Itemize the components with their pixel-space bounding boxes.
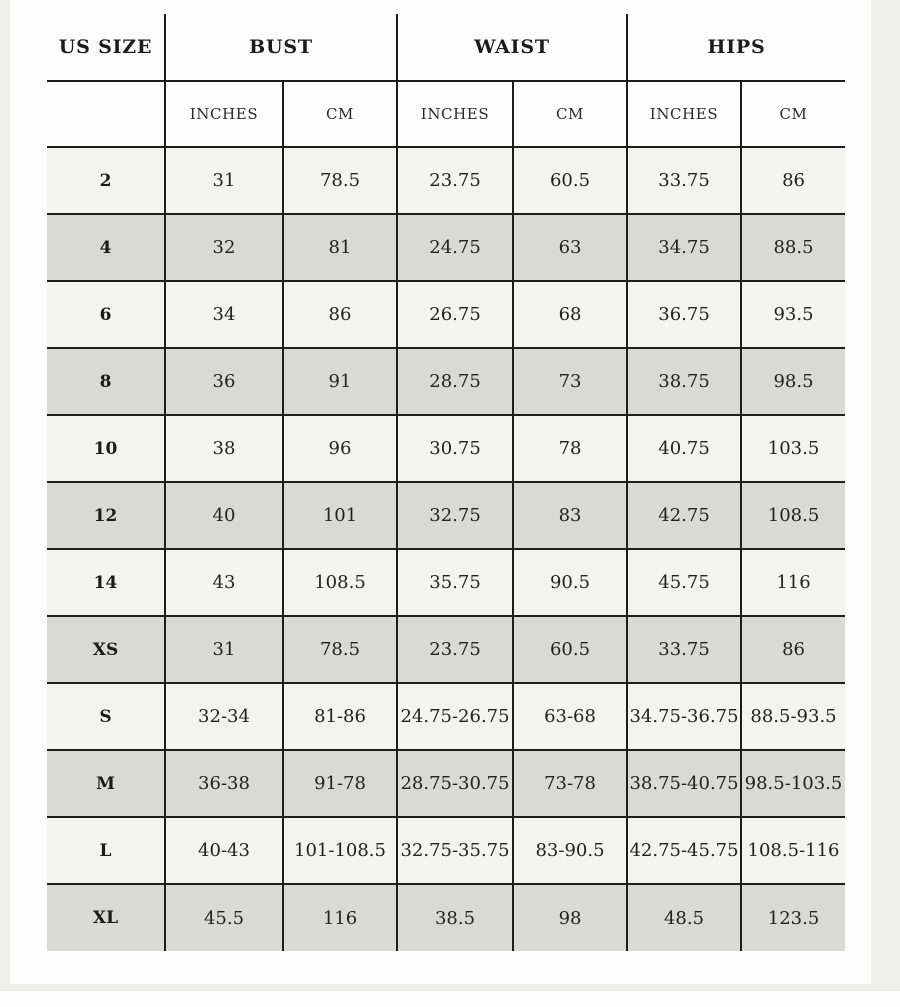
measure-cell-waist-in: 32.75	[397, 482, 513, 549]
measure-cell-waist-in: 30.75	[397, 415, 513, 482]
measure-cell-waist-in: 24.75-26.75	[397, 683, 513, 750]
measure-cell-waist-cm: 83	[513, 482, 627, 549]
measure-cell-waist-cm: 78	[513, 415, 627, 482]
size-label-cell: M	[47, 750, 165, 817]
measure-cell-bust-in: 34	[165, 281, 283, 348]
group-header-waist: WAIST	[397, 14, 627, 81]
measure-cell-hips-cm: 103.5	[741, 415, 845, 482]
measure-cell-hips-in: 36.75	[627, 281, 741, 348]
table-row-size-12	[47, 482, 845, 549]
measure-cell-waist-in: 28.75-30.75	[397, 750, 513, 817]
measure-cell-bust-cm: 96	[283, 415, 397, 482]
table-row-size-4	[47, 214, 845, 281]
measure-cell-bust-in: 32	[165, 214, 283, 281]
table-row-size-xs	[47, 616, 845, 683]
measure-cell-bust-in: 40-43	[165, 817, 283, 884]
measure-cell-hips-in: 42.75-45.75	[627, 817, 741, 884]
measure-cell-waist-in: 23.75	[397, 147, 513, 214]
measure-cell-waist-cm: 63	[513, 214, 627, 281]
measure-cell-waist-cm: 63-68	[513, 683, 627, 750]
size-label-cell: L	[47, 817, 165, 884]
table-row-size-l	[47, 817, 845, 884]
measure-cell-hips-cm: 93.5	[741, 281, 845, 348]
size-label-cell: 4	[47, 214, 165, 281]
measure-cell-bust-cm: 86	[283, 281, 397, 348]
size-label-cell: 8	[47, 348, 165, 415]
measure-cell-hips-cm: 108.5	[741, 482, 845, 549]
measure-cell-hips-cm: 86	[741, 616, 845, 683]
size-label-cell: 2	[47, 147, 165, 214]
measure-cell-bust-cm: 91	[283, 348, 397, 415]
measure-cell-hips-cm: 88.5-93.5	[741, 683, 845, 750]
size-label-cell: 12	[47, 482, 165, 549]
measure-cell-bust-in: 45.5	[165, 884, 283, 951]
measure-cell-bust-cm: 108.5	[283, 549, 397, 616]
table-row-size-14	[47, 549, 845, 616]
measure-cell-bust-in: 31	[165, 147, 283, 214]
measure-cell-waist-cm: 90.5	[513, 549, 627, 616]
table-row-size-8	[47, 348, 845, 415]
measure-cell-hips-cm: 108.5-116	[741, 817, 845, 884]
measure-cell-bust-in: 36	[165, 348, 283, 415]
measure-cell-bust-in: 31	[165, 616, 283, 683]
size-label-cell: XS	[47, 616, 165, 683]
measure-cell-waist-cm: 98	[513, 884, 627, 951]
measure-cell-bust-cm: 116	[283, 884, 397, 951]
subheader-cm-2: CM	[283, 81, 397, 147]
measure-cell-hips-in: 38.75	[627, 348, 741, 415]
measure-cell-waist-in: 26.75	[397, 281, 513, 348]
footer-strip	[0, 991, 900, 1007]
measure-cell-waist-cm: 73	[513, 348, 627, 415]
group-header-row	[47, 14, 845, 81]
subheader-inches-5: INCHES	[627, 81, 741, 147]
measure-cell-waist-in: 24.75	[397, 214, 513, 281]
measure-cell-waist-in: 38.5	[397, 884, 513, 951]
measure-cell-bust-cm: 81	[283, 214, 397, 281]
measure-cell-bust-cm: 101-108.5	[283, 817, 397, 884]
measure-cell-waist-in: 35.75	[397, 549, 513, 616]
measure-cell-hips-in: 38.75-40.75	[627, 750, 741, 817]
measure-cell-hips-cm: 98.5	[741, 348, 845, 415]
subheader-inches-3: INCHES	[397, 81, 513, 147]
measure-cell-hips-in: 48.5	[627, 884, 741, 951]
table-row-size-m	[47, 750, 845, 817]
measure-cell-bust-in: 38	[165, 415, 283, 482]
subheader-empty	[47, 81, 165, 147]
measure-cell-hips-in: 33.75	[627, 616, 741, 683]
group-header-bust: BUST	[165, 14, 397, 81]
measure-cell-bust-cm: 78.5	[283, 147, 397, 214]
measure-cell-waist-cm: 68	[513, 281, 627, 348]
measure-cell-hips-cm: 116	[741, 549, 845, 616]
measure-cell-waist-cm: 60.5	[513, 616, 627, 683]
size-label-cell: 14	[47, 549, 165, 616]
measure-cell-waist-cm: 60.5	[513, 147, 627, 214]
table-row-size-xl	[47, 884, 845, 951]
table-row-size-10	[47, 415, 845, 482]
size-chart-header	[47, 14, 845, 147]
measure-cell-hips-cm: 98.5-103.5	[741, 750, 845, 817]
table-row-size-2	[47, 147, 845, 214]
measure-cell-hips-cm: 123.5	[741, 884, 845, 951]
group-header-hips: HIPS	[627, 14, 845, 81]
measure-cell-waist-cm: 83-90.5	[513, 817, 627, 884]
size-chart-card	[10, 0, 871, 984]
measure-cell-bust-cm: 78.5	[283, 616, 397, 683]
measure-cell-hips-in: 33.75	[627, 147, 741, 214]
subheader-row	[47, 81, 845, 147]
measure-cell-bust-in: 32-34	[165, 683, 283, 750]
measure-cell-waist-in: 23.75	[397, 616, 513, 683]
table-row-size-s	[47, 683, 845, 750]
measure-cell-hips-in: 40.75	[627, 415, 741, 482]
measure-cell-waist-in: 28.75	[397, 348, 513, 415]
measure-cell-hips-in: 34.75-36.75	[627, 683, 741, 750]
subheader-inches-1: INCHES	[165, 81, 283, 147]
subheader-cm-4: CM	[513, 81, 627, 147]
size-label-cell: S	[47, 683, 165, 750]
measure-cell-bust-cm: 81-86	[283, 683, 397, 750]
size-label-cell: 10	[47, 415, 165, 482]
measure-cell-hips-in: 34.75	[627, 214, 741, 281]
measure-cell-hips-cm: 88.5	[741, 214, 845, 281]
size-chart-table	[47, 14, 845, 951]
size-label-cell: XL	[92, 908, 119, 928]
measure-cell-bust-in: 36-38	[165, 750, 283, 817]
measure-cell-hips-in: 45.75	[627, 549, 741, 616]
size-label-cell: 6	[47, 281, 165, 348]
measure-cell-waist-in: 32.75-35.75	[397, 817, 513, 884]
subheader-cm-6: CM	[741, 81, 845, 147]
measure-cell-hips-in: 42.75	[627, 482, 741, 549]
measure-cell-bust-in: 40	[165, 482, 283, 549]
measure-cell-waist-cm: 73-78	[513, 750, 627, 817]
group-header-us-size: US SIZE	[47, 14, 165, 81]
table-row-size-6	[47, 281, 845, 348]
measure-cell-bust-cm: 91-78	[283, 750, 397, 817]
measure-cell-hips-cm: 86	[741, 147, 845, 214]
measure-cell-bust-cm: 101	[283, 482, 397, 549]
measure-cell-bust-in: 43	[165, 549, 283, 616]
size-chart-body	[47, 147, 845, 951]
